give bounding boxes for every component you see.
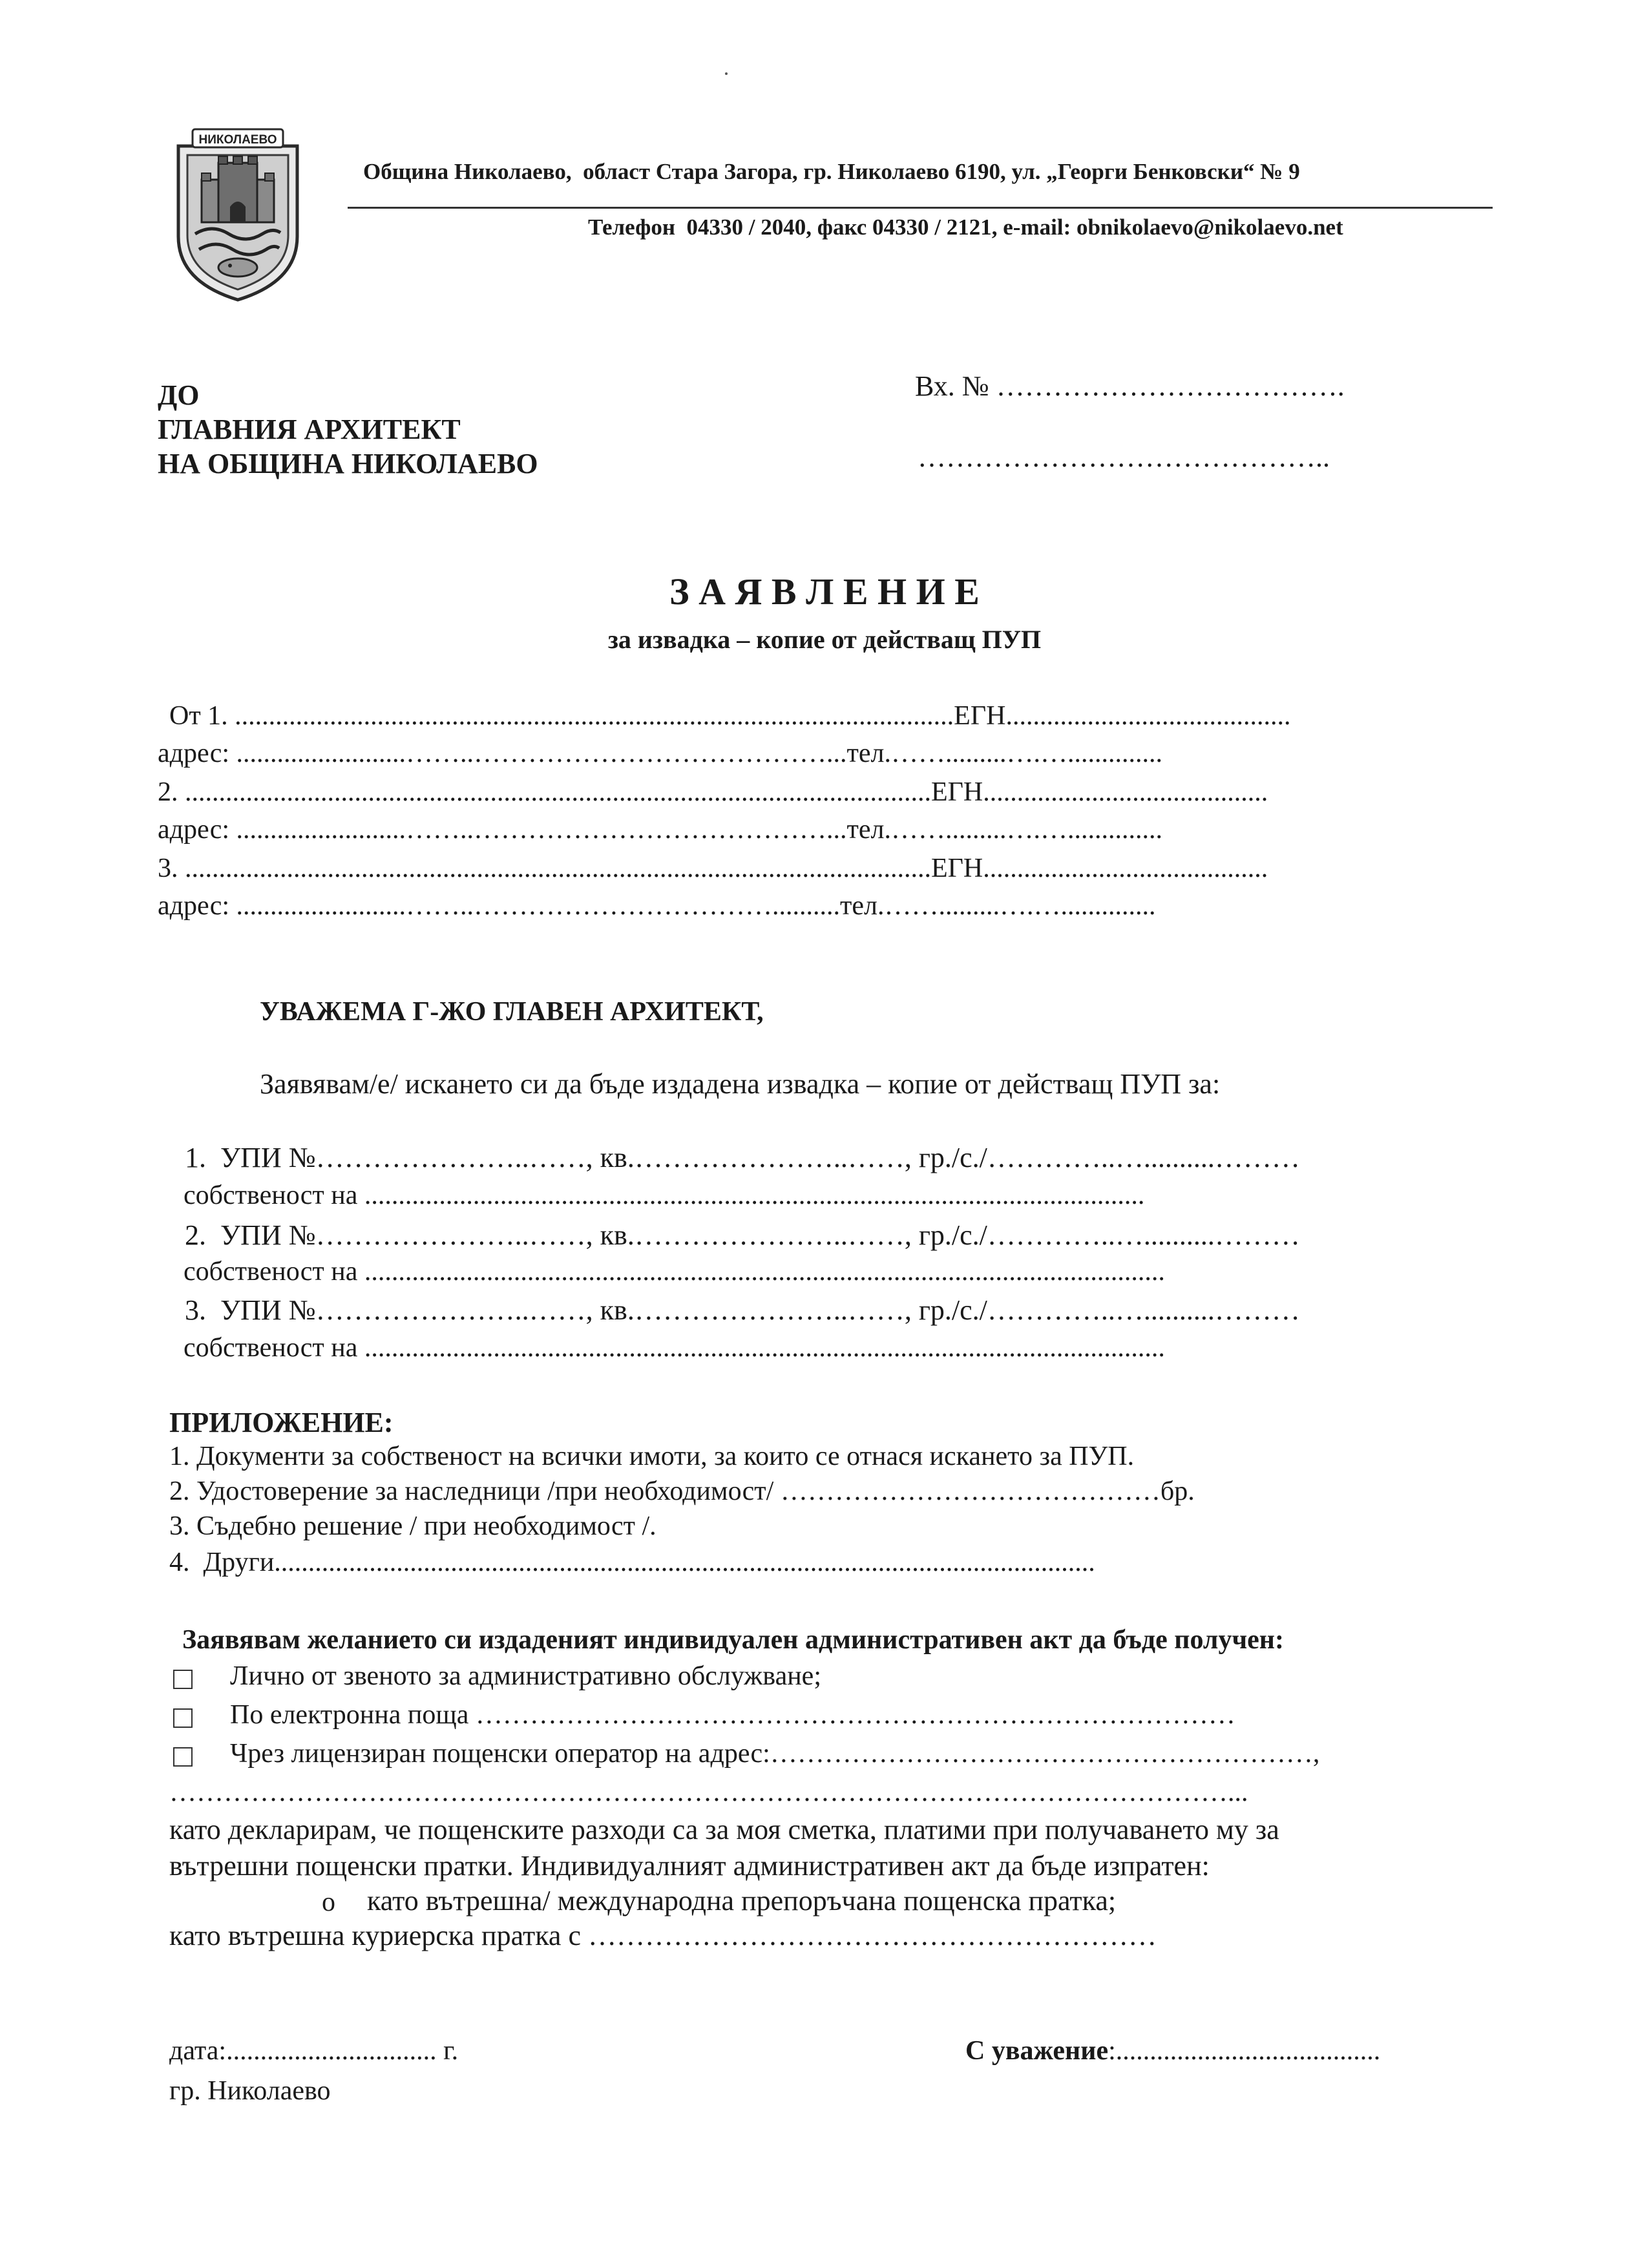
courier-option-field[interactable]: като вътрешна куриерска пратка с …………………………………………………… (169, 1920, 1157, 1951)
checkbox-icon[interactable] (173, 1708, 193, 1728)
document-title: З А Я В Л Е Н И Е (669, 571, 980, 613)
scan-speck (725, 72, 728, 75)
property-1-owner-field[interactable]: собственост на ................................................................................................................... (184, 1181, 1145, 1210)
delivery-option-in-person-checkbox[interactable] (173, 1670, 193, 1690)
property-3-upi-field[interactable]: 3. УПИ №…………………..……, кв.…………………..……, гр./с./…………..…..........……… (185, 1294, 1300, 1326)
salutation: УВАЖЕМА Г-ЖО ГЛАВЕН АРХИТЕКТ, (260, 997, 764, 1027)
signature-label: С уважение (965, 2036, 1109, 2066)
delivery-option-email-checkbox[interactable] (173, 1708, 193, 1729)
letterhead-contacts: Телефон 04330 / 2040, факс 04330 / 2121, e-mail: obnikolaevo@nikolaevo.net (588, 215, 1343, 240)
delivery-option-post-checkbox[interactable] (173, 1747, 193, 1768)
checkbox-icon[interactable] (173, 1747, 193, 1767)
delivery-option-in-person-label: Лично от звеното за административно обслужване; (230, 1661, 821, 1691)
attachment-item-3: 3. Съдебно решение / при необходимост /. (169, 1511, 656, 1541)
attachment-item-2[interactable]: 2. Удостоверение за наследници /при необходимост/ ……………………………………бр. (169, 1476, 1195, 1506)
registered-mail-option[interactable]: като вътрешна/ международна препоръчана пощенска пратка; (367, 1885, 1117, 1916)
recipient-line-3: НА ОБЩИНА НИКОЛАЕВО (158, 448, 538, 479)
bullet-circle-icon: o (322, 1887, 335, 1917)
delivery-option-post-label[interactable]: Чрез лицензиран пощенски оператор на адрес:……………………………………………………, (230, 1739, 1320, 1769)
crest-label: НИКОЛАЕВО (198, 133, 277, 147)
attachment-item-4[interactable]: 4. Други......................................................................................................................... (169, 1548, 1095, 1577)
letterhead-address: Община Николаево, област Стара Загора, гр. Николаево 6190, ул. „Георги Бенковски“ № 9 (363, 159, 1300, 184)
municipality-crest-logo (173, 127, 302, 302)
attachment-item-1: 1. Документи за собственост на всички имоти, за които се отнася искането за ПУП. (169, 1442, 1135, 1471)
incoming-number-line: Вх. № ………………………………. (915, 370, 1345, 402)
signature-field[interactable] (965, 2035, 1380, 2066)
applicant-1-name-field[interactable]: От 1. ..........................................................................................................ЕГН.......................................... (169, 701, 1291, 731)
request-statement: Заявявам/е/ искането си да бъде издадена извадка – копие от действащ ПУП за: (260, 1068, 1221, 1100)
applicant-2-address-field[interactable]: адрес: .........................……..…………………………………...тел.…….........….….............. (158, 815, 1162, 845)
postal-declaration-line-2: вътрешни пощенски пратки. Индивидуалният административен акт да бъде изпратен: (169, 1850, 1210, 1882)
delivery-option-email-label[interactable]: По електронна поща ………………………………………………………………………… (230, 1700, 1235, 1730)
attachments-heading: ПРИЛОЖЕНИЕ: (169, 1407, 394, 1438)
applicant-3-address-field[interactable]: адрес: .........................……..……………………………..........тел.…….........….….............. (158, 891, 1156, 921)
postal-address-continuation-field[interactable]: ………………………………………………………………………………………………………... (169, 1778, 1248, 1807)
delivery-heading: Заявявам желанието си издаденият индивидуален административен акт да бъде получен: (182, 1625, 1284, 1655)
date-field[interactable]: дата:............................... г. (169, 2036, 459, 2066)
city-label: гр. Николаево (169, 2076, 331, 2106)
signature-dots[interactable]: :....................................... (1108, 2036, 1381, 2066)
incoming-date-line: …………………………………….. (918, 441, 1330, 473)
property-2-upi-field[interactable]: 2. УПИ №…………………..……, кв.…………………..……, гр./с./…………..…..........……… (185, 1219, 1300, 1251)
applicant-1-address-field[interactable]: адрес: .........................……..…………………………………...тел.…….........….….............. (158, 739, 1162, 768)
property-1-upi-field[interactable]: 1. УПИ №…………………..……, кв.…………………..……, гр./с./…………..…..........……… (185, 1142, 1300, 1173)
recipient-line-1: ДО (158, 379, 200, 411)
letterhead-divider (348, 207, 1493, 209)
property-3-owner-field[interactable]: собственост на ...................................................................................................................... (184, 1333, 1165, 1363)
property-2-owner-field[interactable]: собственост на ...................................................................................................................... (184, 1257, 1165, 1286)
applicant-2-name-field[interactable]: 2. ..............................................................................................................ЕГН.......................................... (158, 777, 1268, 807)
applicant-3-name-field[interactable]: 3. ..............................................................................................................ЕГН.......................................... (158, 854, 1268, 883)
checkbox-icon[interactable] (173, 1670, 193, 1689)
postal-declaration-line-1: като декларирам, че пощенските разходи са за моя сметка, платими при получаването му за (169, 1814, 1279, 1845)
document-subtitle: за извадка – копие от действащ ПУП (607, 625, 1042, 654)
recipient-line-2: ГЛАВНИЯ АРХИТЕКТ (158, 414, 461, 445)
